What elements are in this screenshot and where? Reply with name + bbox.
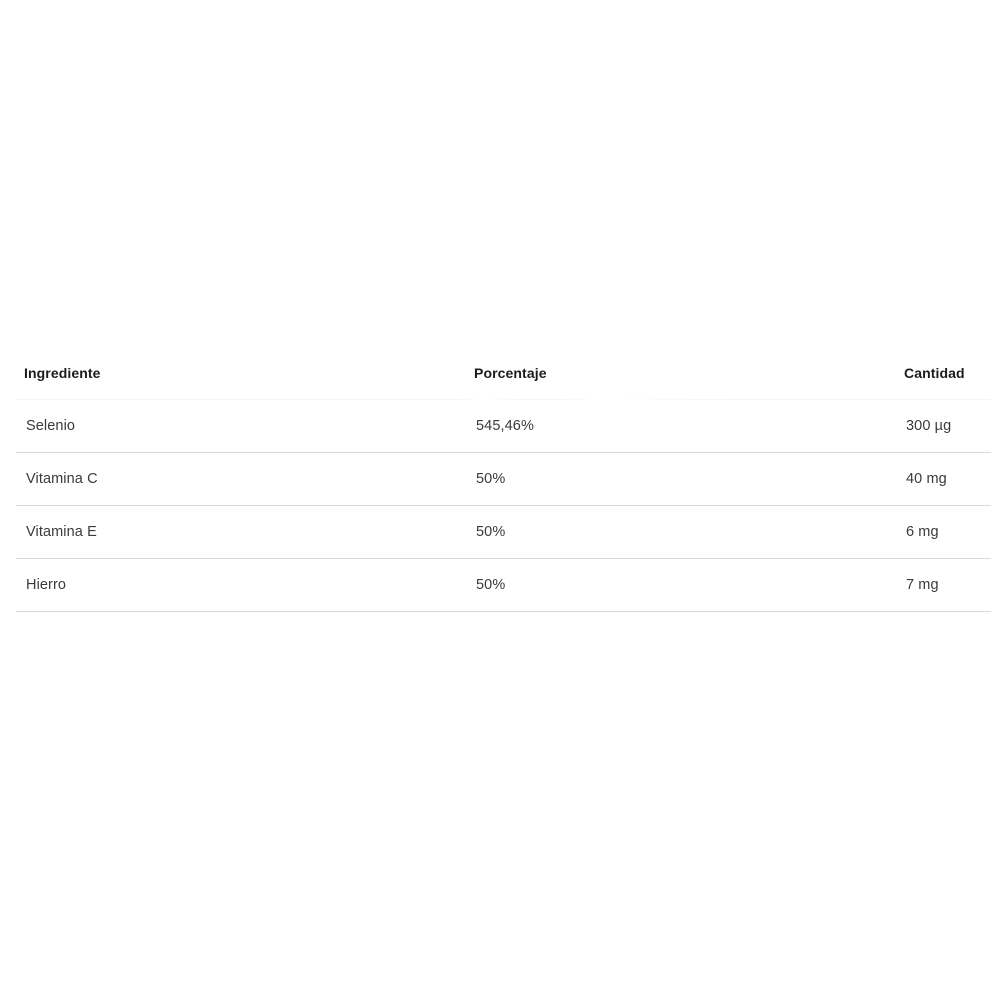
- amount-cell: 40 mg: [906, 471, 947, 487]
- amount-cell: 7 mg: [906, 577, 939, 593]
- ingredient-cell: Hierro: [26, 577, 67, 593]
- column-header-percentage: Porcentaje: [474, 365, 547, 381]
- amount-cell: 6 mg: [906, 524, 939, 540]
- column-header-amount: Cantidad: [904, 365, 965, 381]
- percentage-cell: 545,46%: [476, 418, 534, 434]
- ingredient-cell: Selenio: [26, 418, 76, 434]
- table-row: [16, 453, 991, 506]
- nutrition-table: [16, 346, 991, 612]
- ingredient-cell: Vitamina E: [26, 524, 97, 540]
- table-header-row: [16, 346, 991, 400]
- percentage-cell: 50%: [476, 524, 506, 540]
- table-row: [16, 559, 991, 612]
- ingredient-cell: Vitamina C: [26, 471, 98, 487]
- column-header-ingredient: Ingrediente: [24, 365, 101, 381]
- table-row: [16, 400, 991, 453]
- percentage-cell: 50%: [476, 471, 506, 487]
- table-row: [16, 506, 991, 559]
- amount-cell: 300 µg: [906, 418, 952, 434]
- percentage-cell: 50%: [476, 577, 506, 593]
